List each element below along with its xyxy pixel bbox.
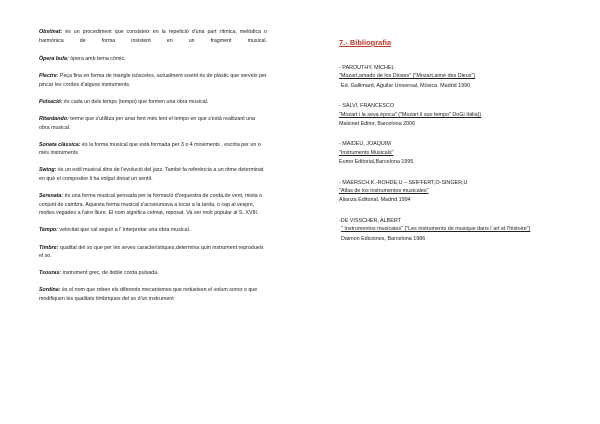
- bibliography-entry: [339, 64, 579, 90]
- glossary-definition: és el nom que reben els diferents mecanismes que redueixen el volum sonor o que modifiquen les qualitats tímbriques del so d'un instrument: [39, 287, 258, 302]
- bibliography-title: 7.- Bibliografia: [339, 38, 392, 47]
- glossary-term: Obstinat:: [39, 29, 63, 35]
- bib-work: "Mozart i la seva època" ("Mozart il suo tempo" DoGi Itàlia)): [339, 111, 482, 118]
- glossary-term: Pulsació:: [39, 98, 63, 105]
- bibliography-entry: [339, 102, 579, 128]
- glossary-entry: [39, 55, 267, 64]
- glossary-term: Swing:: [39, 167, 57, 174]
- glossary-entry: [39, 269, 267, 278]
- bibliography-entry: [339, 140, 579, 166]
- glossary-definition: és cada un dels temps (tempo) que formen una obra musical.: [64, 98, 209, 105]
- glossary-definition: qualitat del so que per les seves característiques,determina quin instrument reprodueix el so.: [39, 244, 264, 260]
- bibliography-column: [339, 28, 579, 255]
- bib-author: -DE VISSCHER, ALBERT: [339, 217, 401, 224]
- bib-author: - MAERSCH,K.-ROHDE,U – SEIFFERT,O-SINGER,U: [339, 179, 468, 186]
- bibliography-entry: [339, 217, 579, 243]
- bib-publisher: Daimon Ediciones, Barcelona 1986: [341, 235, 426, 242]
- glossary-entry: [39, 141, 267, 158]
- glossary-definition: és la forma musical que està formada per 3 o 4 moviments , escrita per un o més instruments: [39, 141, 261, 157]
- glossary-definition: és un procediment que consisteix en la repetició d'una part rítmica, melòdica o harmònica de forma insistent en un fragment musical.: [39, 29, 267, 44]
- glossary-entry: [39, 166, 267, 183]
- glossary-definition: és una forma musical pensada per la formació d'orquestra de corda,de vent, mixta o conjunt de cambra. Aquesta forma musical s'acostumava a tocar a la tarda, o cap al vespre, moltes vegades a l'aire lliure. El nom significa celmat, reposat. Va ser molt popular al S. XVIII.: [39, 193, 263, 217]
- glossary-term: Tsouras:: [39, 270, 62, 277]
- glossary-definition: Peça fina en forma de triangle isósceles, actualment sovint és de plàstic que serveix per pincar les cordes d'alguns instruments.: [39, 73, 267, 88]
- glossary-column: [39, 28, 267, 312]
- glossary-term: Sonata clàssica:: [39, 141, 81, 148]
- bibliography-entry: [339, 179, 579, 205]
- glossary-definition: terme que s'utilitza per anar fent més lent el tempo en que s'està realitzant una obra musical.: [39, 116, 256, 131]
- glossary-term: Serenata:: [39, 193, 64, 200]
- glossary-definition: instrument grec, de doble corda pulsada.: [62, 270, 159, 277]
- glossary-term: Plectre:: [39, 73, 59, 80]
- glossary-entry: [39, 244, 267, 261]
- glossary-entry: [39, 28, 267, 45]
- glossary-entry: [39, 115, 267, 132]
- glossary-definition: és un estil musical dins de l'evolució del jazz. També fa referència a un ritme determinat en què el compositor li ha volgut donat un sentit.: [39, 167, 264, 183]
- glossary-term: Ritardando:: [39, 116, 69, 123]
- glossary-term: Sordina:: [39, 287, 61, 294]
- bib-publisher: Ed. Gallimard, Aguilar Universal, Música. Madrid 1990: [341, 82, 471, 89]
- glossary-entry: [39, 192, 267, 218]
- bib-work: "Atlas de los instrumentos musicales": [339, 188, 429, 195]
- glossary-entry: [39, 98, 267, 107]
- bib-work: "Mozart,amado de los Dioses" ("Mozart,aimé des Dieux"): [339, 73, 476, 80]
- bib-publisher: Alianza Editorial, Madrid 1994: [339, 197, 411, 204]
- bib-author: - PAROUTHY, MICHEL: [339, 65, 395, 71]
- glossary-term: Tempo:: [39, 227, 58, 234]
- glossary-definition: velocitat que cal seguir a l' interpretar una obra musical.: [59, 227, 191, 234]
- bib-work: "Instruments Musicals": [339, 149, 394, 156]
- glossary-entry: [39, 72, 267, 89]
- glossary-entry: [39, 286, 267, 303]
- bib-author: - SALVI, FRANCESCO: [339, 103, 395, 110]
- bib-publisher: Eumo Editorial,Barcelona 1995: [339, 159, 414, 166]
- glossary-term: Timbre:: [39, 244, 59, 251]
- glossary-entry: [39, 226, 267, 235]
- bib-author: - MAIDEU, JOAQUIM: [339, 141, 391, 148]
- glossary-term: Òpera bufa:: [39, 56, 69, 63]
- glossary-definition: òpera amb tema còmic.: [70, 56, 126, 63]
- bib-publisher: Malsinet Editor, Barcelona 2006: [339, 121, 416, 128]
- bib-work: " Instrumentos musicales" ("Les instruments de musique dans l´art et l'histoire"): [341, 226, 531, 233]
